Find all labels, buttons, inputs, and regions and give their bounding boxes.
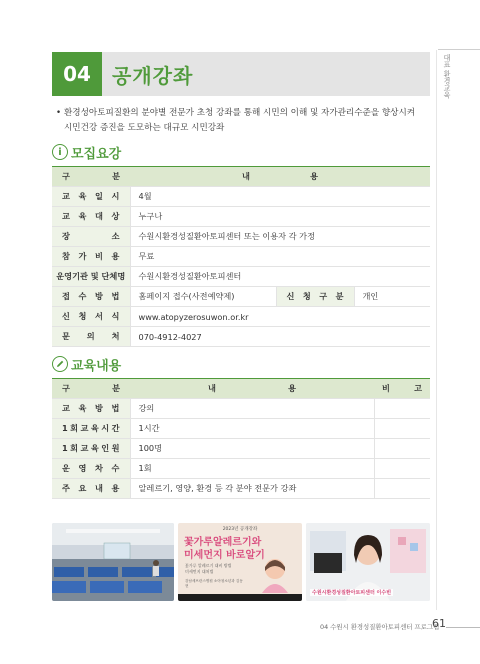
pencil-icon [52, 356, 68, 372]
table-row [52, 459, 430, 479]
content-header-row [52, 379, 430, 399]
table-row [52, 307, 430, 327]
row-value: 1시간 [130, 419, 374, 439]
poster-illustration [252, 553, 298, 593]
content-heading [52, 354, 121, 374]
row-label: 운영기관 및 단체명 [52, 267, 130, 287]
row-label: 교 육 방 법 [62, 403, 120, 413]
row-value: 100명 [130, 439, 374, 459]
top-rule [438, 49, 480, 50]
footer-text: 04 수원시 환경성질환아토피센터 프로그램 [320, 623, 440, 631]
speaker-photo [306, 523, 430, 601]
row-note [374, 459, 430, 479]
table-row [52, 287, 430, 307]
row-label: 교 육 일 시 [62, 191, 120, 201]
recruit-header-row [52, 167, 430, 187]
row-label: 교 육 대 상 [62, 211, 120, 221]
section-header-band [52, 52, 430, 96]
row-label-2: 신 청 구 분 [286, 291, 344, 301]
table-row [52, 247, 430, 267]
row-value: www.atopyzerosuwon.or.kr [130, 307, 430, 327]
intro-line-2: 시민건강 증진을 도모하는 대규모 시민강좌 [64, 123, 225, 133]
row-value: 누구나 [130, 207, 430, 227]
row-value-2: 개인 [354, 287, 430, 307]
content-heading-text: 교육내용 [71, 358, 122, 374]
bullet-icon: • [56, 108, 62, 118]
row-value: 홈페이지 접수(사전예약제) [130, 287, 276, 307]
intro-line-1: 환경성아토피질환의 분야별 전문가 초청 강좌를 통해 시민의 이해 및 자가관리수준을 향상시켜 [64, 108, 416, 118]
row-label: 1 회 교 육 시 간 [62, 423, 120, 433]
table-row [52, 479, 430, 499]
intro-text [56, 106, 430, 136]
row-label: 문 의 처 [62, 331, 120, 341]
row-note [374, 479, 430, 499]
header-col-note: 비 고 [382, 383, 422, 393]
row-label: 1 회 교 육 인 원 [62, 443, 120, 453]
row-label: 접 수 방 법 [62, 291, 120, 301]
info-icon: i [52, 144, 68, 160]
row-value: 1회 [130, 459, 374, 479]
header-col-category: 구 분 [62, 383, 120, 393]
row-note [374, 419, 430, 439]
row-label: 장 소 [62, 231, 120, 241]
row-value: 무료 [130, 247, 430, 267]
speaker-caption: 수원시환경성질환아토피센터 이수빈 [312, 590, 392, 596]
row-value: 알레르기, 영양, 환경 등 각 분야 전문가 강좌 [130, 479, 374, 499]
row-label: 참 가 비 용 [62, 251, 120, 261]
lecture-poster [178, 523, 302, 601]
footer-rule [446, 627, 480, 628]
row-note [374, 439, 430, 459]
table-row [52, 419, 430, 439]
recruit-table [52, 166, 430, 347]
row-note [374, 399, 430, 419]
lecture-hall-photo [52, 523, 174, 601]
row-label: 주 요 내 용 [62, 483, 120, 493]
table-row [52, 267, 430, 287]
header-col-content: 내 용 [208, 383, 296, 393]
row-value: 수원시환경성질환아토피센터 [130, 267, 430, 287]
row-value: 수원시환경성질환아토피센터 또는 이용자 각 가정 [130, 227, 430, 247]
recruit-heading-text: 모집요강 [71, 146, 122, 162]
section-number: 04 [52, 52, 102, 96]
recruit-heading [52, 142, 121, 162]
row-label: 신 청 서 식 [62, 311, 120, 321]
table-row [52, 327, 430, 347]
table-row [52, 399, 430, 419]
poster-title-1: 꽃가루알레르기와 [184, 537, 262, 548]
row-label: 운 영 차 수 [62, 463, 120, 473]
header-col-category: 구 분 [62, 171, 120, 181]
page-number: 61 [432, 617, 446, 630]
side-tab: 대표 환경교육 [443, 53, 451, 99]
side-rule [436, 50, 437, 610]
poster-speaker: 강남세브란스병원 소아청소년과 김동현 [185, 579, 243, 588]
poster-title-2: 미세먼지 바로알기 [184, 550, 265, 561]
header-col-content: 내 용 [242, 171, 319, 181]
section-title: 공개강좌 [112, 63, 194, 88]
row-value: 4월 [130, 187, 430, 207]
poster-top-text: 2023년 공개강좌 [222, 527, 258, 532]
table-row [52, 207, 430, 227]
row-value: 강의 [130, 399, 374, 419]
content-table [52, 378, 430, 499]
table-row [52, 187, 430, 207]
table-row [52, 439, 430, 459]
row-value: 070-4912-4027 [130, 327, 430, 347]
table-row [52, 227, 430, 247]
video-control-bar [178, 594, 302, 601]
poster-body-1: 꽃가루 알레르기 대비 방법 [185, 563, 232, 568]
poster-body-2: 미세먼지 대처법 [185, 569, 214, 574]
